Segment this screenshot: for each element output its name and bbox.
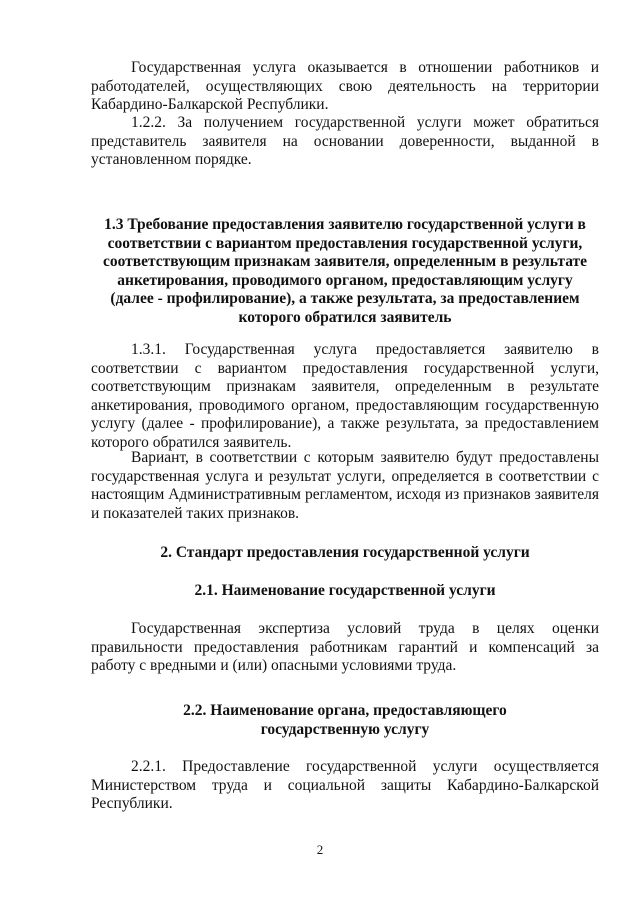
paragraph-variant: Вариант, в соответствии с которым заявителю будут предоставлены государственная услуга и результат услуги, определяется в соответствии с настоящим Административным регламентом, исходя из признаков заявителя и показателей таких признаков.: [91, 449, 599, 522]
paragraph-2-2-1: 2.2.1. Предоставление государственной услуги осуществляется Министерством труда и социальной защиты Кабардино-Балкарской Республики.: [91, 758, 599, 812]
paragraph-1-3-1: 1.3.1. Государственная услуга предоставляется заявителю в соответствии с вариантом предоставления государственной услуги, соответствующим признакам заявителя, определенным в результате анкетирования, проводимого органом, предоставляющим государственную услугу (далее - профилирование), а также результата, за предоставлением которого обратился заявитель.: [91, 341, 599, 451]
paragraph-2-1: Государственная экспертиза условий труда в целях оценки правильности предоставления работникам гарантий и компенсаций за работу с вредными и (или) опасными условиями труда.: [91, 620, 599, 674]
page-number: 2: [316, 842, 324, 857]
heading-2-1: 2.1. Наименование государственной услуги: [194, 582, 496, 599]
heading-section-2: 2. Стандарт предоставления государственной услуги: [160, 544, 530, 561]
heading-1-3: 1.3 Требование предоставления заявителю государственной услуги в соответствии с вариантом предоставления государственной услуги, соответствующим признакам заявителя, определенным в результате анкетирования, проводимого органом, предоставляющим услугу (далее - профилирование), а также результата, за предоставлением которого обратился заявитель: [102, 216, 588, 326]
paragraph-1-2-1: Государственная услуга оказывается в отношении работников и работодателей, осуществляющих свою деятельность на территории Кабардино-Балкарской Республики.: [91, 59, 599, 113]
paragraph-1-2-2: 1.2.2. За получением государственной услуги может обратиться представитель заявителя на основании доверенности, выданной в установленном порядке.: [91, 114, 599, 168]
heading-2-2: 2.2. Наименование органа, предоставляющего государственную услугу: [183, 702, 507, 738]
